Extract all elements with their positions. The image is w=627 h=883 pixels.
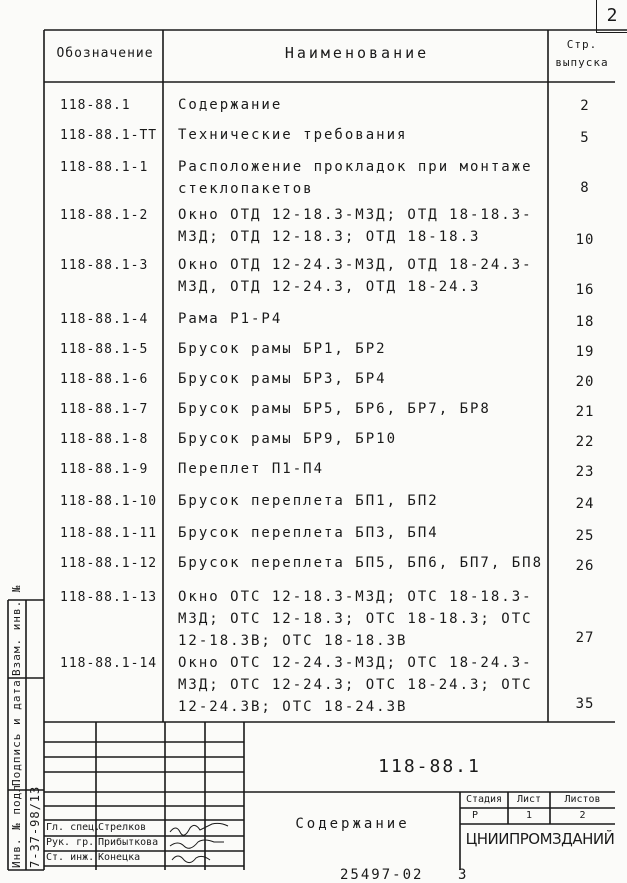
header-name: Наименование <box>284 44 430 62</box>
row-page: 10 <box>575 232 595 248</box>
row-name: Брусок переплета БП1, БП2 <box>178 493 439 509</box>
row-page: 35 <box>575 696 595 712</box>
row-page: 25 <box>575 528 595 544</box>
row-name: Окно ОТС 12-18.3-М3Д; ОТС 18-18.3-М3Д; ОТС 12-18.3; ОТС 18-18.3; ОТС 12-18.3В; ОТС 18-18.3В <box>178 589 533 649</box>
row-page: 24 <box>575 496 595 512</box>
row-page: 8 <box>580 180 590 196</box>
sheets-label: Листов <box>564 794 601 805</box>
row-code: 118-88.1-6 <box>60 372 149 387</box>
row-code: 118-88.1-8 <box>60 432 149 447</box>
row-code: 118-88.1-3 <box>60 258 149 273</box>
person-name: Конецка <box>98 852 141 863</box>
page-number: 2 <box>606 5 618 26</box>
row-code: 118-88.1 <box>60 98 131 113</box>
sheet-label: Лист <box>516 794 542 805</box>
header-page-col: Стр. выпуска <box>555 38 609 69</box>
footer-page: 3 <box>458 867 468 883</box>
row-code: 118-88.1-7 <box>60 402 149 417</box>
row-name: Брусок переплета БП3, БП4 <box>178 525 439 541</box>
row-code: 118-88.1-2 <box>60 208 149 223</box>
row-page: 27 <box>575 630 595 646</box>
person-role: Рук. гр. <box>46 837 95 848</box>
row-code: 118-88.1-9 <box>60 462 149 477</box>
row-name: Брусок рамы БР1, БР2 <box>178 341 387 357</box>
row-code: 118-88.1-11 <box>60 526 158 541</box>
sheet-value: 1 <box>525 810 533 821</box>
footer-archive: 25497-02 <box>340 867 424 883</box>
title-name: Содержание <box>295 816 410 832</box>
row-page: 26 <box>575 558 595 574</box>
row-name: Брусок рамы БР3, БР4 <box>178 371 387 387</box>
row-code: 118-88.1-4 <box>60 312 149 327</box>
row-page: 19 <box>575 344 595 360</box>
stage-label: Стадия <box>465 794 503 805</box>
row-code: 118-88.1-12 <box>60 556 158 571</box>
row-code: 118-88.1-5 <box>60 342 149 357</box>
row-code: 118-88.1-13 <box>60 590 158 605</box>
org-name: ЦНИИПРОМЗДАНИЙ <box>465 830 615 848</box>
person-name: Стрелков <box>98 822 147 833</box>
row-name: Окно ОТД 12-24.3-М3Д, ОТД 18-24.3-М3Д, ОТД 12-24.3, ОТД 18-24.3 <box>178 257 533 295</box>
row-page: 22 <box>575 434 595 450</box>
row-name: Брусок рамы БР9, БР10 <box>178 431 398 447</box>
row-code: 118-88.1-10 <box>60 494 158 509</box>
row-page: 23 <box>575 464 595 480</box>
person-name: Прибыткова <box>98 837 159 848</box>
row-name: Переплет П1-П4 <box>178 461 325 477</box>
side-podpis: Подпись и дата <box>10 679 23 786</box>
row-code: 118-88.1-1 <box>60 160 149 175</box>
row-name: Рама Р1-Р4 <box>178 311 283 327</box>
side-inv-value: 7-37-98/13 <box>28 785 42 868</box>
side-inv-podl: Инв. № подл. <box>10 776 23 868</box>
row-page: 2 <box>580 98 590 114</box>
person-role: Гл. спец. <box>46 822 101 833</box>
side-vzam: Взам. инв. № <box>10 584 23 676</box>
row-page: 18 <box>575 314 595 330</box>
title-doc-code: 118-88.1 <box>378 756 481 777</box>
row-name: Содержание <box>178 97 283 113</box>
row-name: Расположение прокладок при монтаже стеклопакетов <box>178 159 533 197</box>
row-name: Брусок переплета БП5, БП6, БП7, БП8 <box>178 555 544 571</box>
row-code: 118-88.1-ТТ <box>60 128 158 143</box>
row-name: Технические требования <box>178 127 408 143</box>
row-page: 21 <box>575 404 595 420</box>
row-name: Окно ОТД 12-18.3-М3Д; ОТД 18-18.3-М3Д; ОТД 12-18.3; ОТД 18-18.3 <box>178 207 533 245</box>
row-name: Брусок рамы БР5, БР6, БР7, БР8 <box>178 401 491 417</box>
row-page: 16 <box>575 282 595 298</box>
row-page: 5 <box>580 130 590 146</box>
row-name: Окно ОТС 12-24.3-М3Д; ОТС 18-24.3-М3Д; ОТС 12-24.3; ОТС 18-24.3; ОТС 12-24.3В; ОТС 18-24.3В <box>178 655 533 715</box>
header-designation: Обозначение <box>56 46 154 61</box>
row-page: 20 <box>575 374 595 390</box>
sheets-value: 2 <box>579 810 586 821</box>
row-code: 118-88.1-14 <box>60 656 158 671</box>
person-role: Ст. инж. <box>46 852 95 863</box>
stage-value: Р <box>471 810 479 821</box>
